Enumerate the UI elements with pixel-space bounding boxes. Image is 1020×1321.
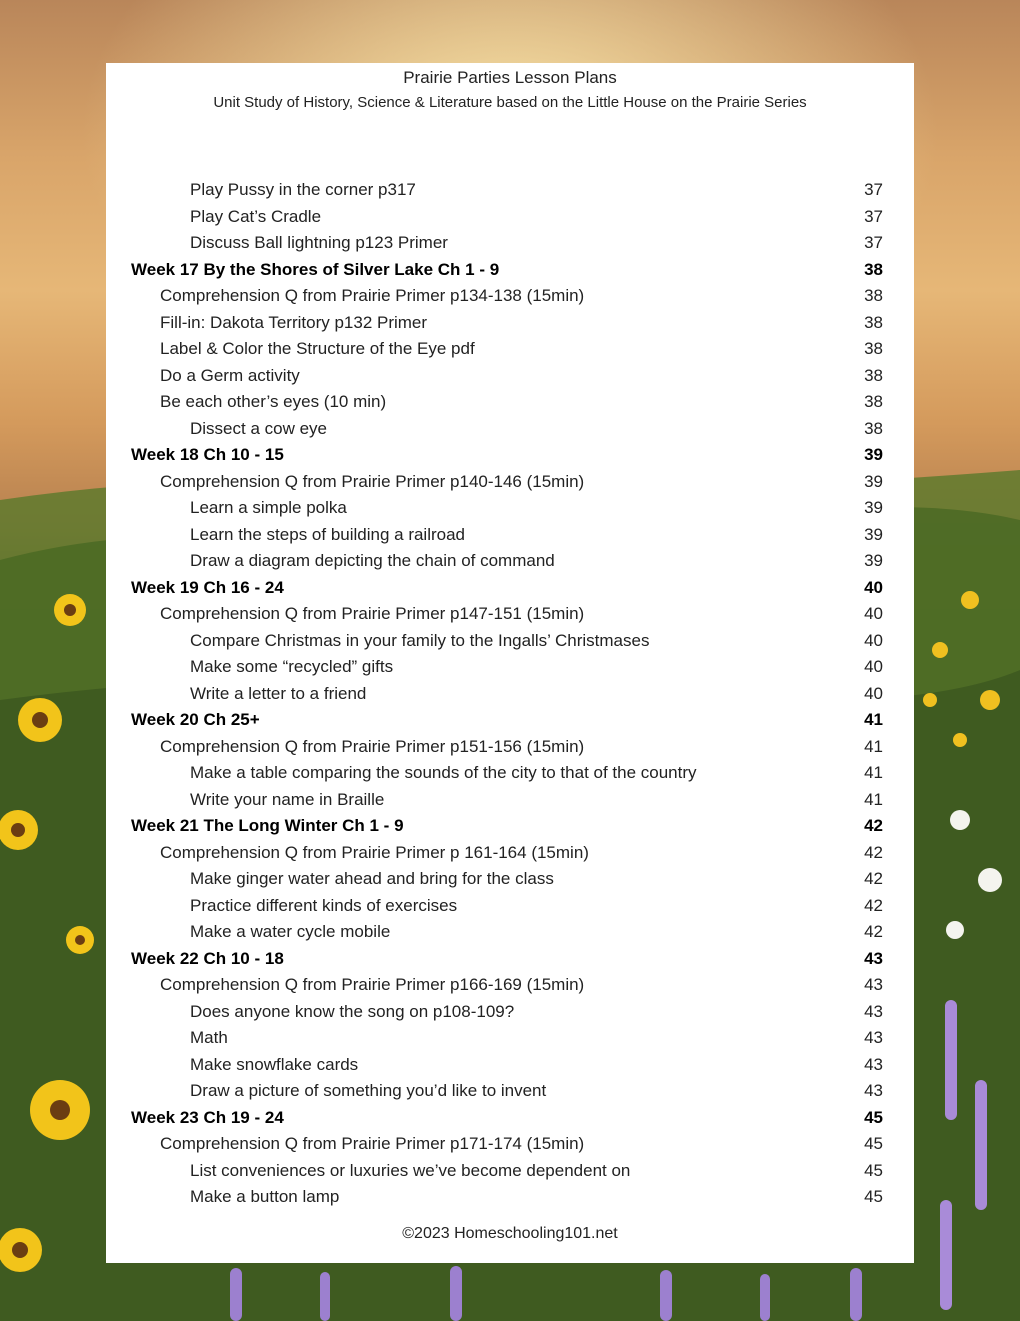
toc-entry bbox=[106, 840, 914, 867]
toc-entry-label: Make a water cycle mobile bbox=[190, 922, 391, 941]
toc-entry-label: Practice different kinds of exercises bbox=[190, 895, 458, 915]
toc-entry bbox=[106, 919, 914, 946]
toc-entry bbox=[106, 760, 914, 787]
toc-page-number: 38 bbox=[864, 418, 883, 438]
toc-entry-label: Week 18 Ch 10 - 15 bbox=[131, 445, 284, 464]
toc-week-heading bbox=[106, 575, 914, 602]
toc-page-number: 43 bbox=[864, 1054, 883, 1074]
toc-week-heading bbox=[106, 442, 914, 469]
toc-page-number: 42 bbox=[864, 842, 883, 862]
toc-entry bbox=[106, 283, 914, 310]
toc-entry bbox=[106, 787, 914, 814]
toc-page-number: 38 bbox=[864, 312, 883, 332]
toc-week-heading bbox=[106, 257, 914, 284]
toc-page-number: 39 bbox=[864, 445, 883, 464]
toc-entry bbox=[106, 522, 914, 549]
toc-entry bbox=[106, 177, 914, 204]
toc-page-number: 43 bbox=[864, 975, 883, 994]
toc-entry-label: Does anyone know the song on p108-109? bbox=[190, 1001, 515, 1021]
toc-entry bbox=[106, 416, 914, 443]
table-of-contents bbox=[106, 177, 914, 1211]
toc-page-number: 41 bbox=[864, 736, 883, 756]
toc-entry-label: Label & Color the Structure of the Eye pdf bbox=[160, 339, 475, 358]
toc-entry-label: Fill-in: Dakota Territory p132 Primer bbox=[160, 312, 428, 332]
toc-entry-label: Comprehension Q from Prairie Primer p 161-164 (15min) bbox=[160, 842, 589, 862]
toc-week-heading bbox=[106, 707, 914, 734]
toc-page-number: 40 bbox=[864, 577, 883, 597]
toc-page-number: 38 bbox=[864, 286, 883, 305]
document-page bbox=[106, 63, 914, 1263]
copyright-footer: ©2023 Homeschooling101.net bbox=[402, 1225, 618, 1242]
toc-week-heading bbox=[106, 1105, 914, 1132]
toc-entry-label: Discuss Ball lightning p123 Primer bbox=[190, 233, 448, 252]
toc-entry bbox=[106, 866, 914, 893]
toc-page-number: 42 bbox=[864, 869, 883, 888]
toc-page-number: 41 bbox=[864, 789, 883, 809]
toc-page-number: 40 bbox=[864, 604, 883, 623]
toc-entry-label: Week 20 Ch 25+ bbox=[131, 710, 260, 729]
toc-entry bbox=[106, 681, 914, 708]
toc-entry-label: Draw a diagram depicting the chain of command bbox=[190, 551, 555, 570]
toc-entry bbox=[106, 363, 914, 390]
toc-entry-label: List conveniences or luxuries we’ve become dependent on bbox=[190, 1160, 631, 1180]
toc-page-number: 45 bbox=[864, 1160, 883, 1180]
toc-page-number: 43 bbox=[864, 1028, 883, 1047]
toc-page-number: 40 bbox=[864, 630, 883, 650]
toc-page-number: 39 bbox=[864, 551, 883, 570]
toc-entry bbox=[106, 230, 914, 257]
toc-entry bbox=[106, 601, 914, 628]
toc-entry-label: Math bbox=[190, 1028, 228, 1047]
toc-page-number: 40 bbox=[864, 657, 883, 676]
toc-entry-label: Draw a picture of something you’d like to invent bbox=[190, 1081, 547, 1100]
toc-page-number: 39 bbox=[864, 498, 883, 517]
toc-page-number: 38 bbox=[864, 392, 883, 411]
toc-entry-label: Learn the steps of building a railroad bbox=[190, 524, 466, 544]
toc-entry-label: Play Pussy in the corner p317 bbox=[190, 180, 416, 199]
toc-entry-label: Learn a simple polka bbox=[190, 498, 347, 517]
toc-entry bbox=[106, 734, 914, 761]
toc-entry-label: Week 19 Ch 16 - 24 bbox=[131, 577, 284, 597]
toc-entry-label: Compare Christmas in your family to the Ingalls’ Christmases bbox=[190, 630, 650, 650]
toc-entry bbox=[106, 495, 914, 522]
toc-page-number: 42 bbox=[864, 895, 883, 915]
toc-entry bbox=[106, 628, 914, 655]
toc-entry-label: Write your name in Braille bbox=[190, 789, 385, 809]
toc-page-number: 38 bbox=[864, 365, 883, 385]
toc-page-number: 39 bbox=[864, 471, 883, 491]
toc-entry-label: Week 21 The Long Winter Ch 1 - 9 bbox=[131, 816, 404, 835]
toc-entry-label: Comprehension Q from Prairie Primer p166-169 (15min) bbox=[160, 975, 585, 994]
toc-entry bbox=[106, 204, 914, 231]
toc-page-number: 43 bbox=[864, 1001, 883, 1021]
toc-page-number: 42 bbox=[864, 922, 883, 941]
toc-entry bbox=[106, 1078, 914, 1105]
toc-entry-label: Week 22 Ch 10 - 18 bbox=[131, 948, 284, 968]
toc-entry-label: Be each other’s eyes (10 min) bbox=[160, 392, 387, 411]
toc-entry bbox=[106, 336, 914, 363]
toc-entry-label: Make a table comparing the sounds of the city to that of the country bbox=[190, 763, 697, 782]
toc-page-number: 37 bbox=[864, 233, 883, 252]
toc-entry-label: Comprehension Q from Prairie Primer p134-138 (15min) bbox=[160, 286, 585, 305]
toc-entry-label: Week 23 Ch 19 - 24 bbox=[131, 1107, 284, 1127]
toc-entry-label: Week 17 By the Shores of Silver Lake Ch 1 - 9 bbox=[131, 259, 500, 279]
toc-entry-label: Make a button lamp bbox=[190, 1187, 340, 1206]
toc-entry-label: Play Cat’s Cradle bbox=[190, 206, 322, 226]
toc-page-number: 41 bbox=[864, 710, 883, 729]
toc-entry bbox=[106, 310, 914, 337]
page-subtitle: Unit Study of History, Science & Literature based on the Little House on the Prairie Series bbox=[213, 94, 807, 111]
toc-page-number: 38 bbox=[864, 339, 883, 358]
page-title: Prairie Parties Lesson Plans bbox=[403, 68, 617, 87]
toc-entry bbox=[106, 469, 914, 496]
toc-week-heading bbox=[106, 813, 914, 840]
toc-entry-label: Make some “recycled” gifts bbox=[190, 657, 394, 676]
toc-entry bbox=[106, 654, 914, 681]
toc-entry-label: Write a letter to a friend bbox=[190, 683, 367, 703]
toc-entry-label: Make ginger water ahead and bring for the class bbox=[190, 869, 554, 888]
toc-entry bbox=[106, 893, 914, 920]
toc-entry-label: Make snowflake cards bbox=[190, 1054, 359, 1074]
toc-page-number: 45 bbox=[864, 1187, 883, 1206]
toc-entry bbox=[106, 1025, 914, 1052]
toc-entry bbox=[106, 389, 914, 416]
toc-page-number: 41 bbox=[864, 763, 883, 782]
toc-entry-label: Dissect a cow eye bbox=[190, 418, 327, 438]
toc-entry bbox=[106, 1131, 914, 1158]
toc-entry bbox=[106, 1052, 914, 1079]
toc-entry-label: Comprehension Q from Prairie Primer p140-146 (15min) bbox=[160, 471, 585, 491]
toc-page-number: 38 bbox=[864, 259, 883, 279]
toc-entry bbox=[106, 1158, 914, 1185]
toc-page-number: 40 bbox=[864, 683, 883, 703]
toc-page-number: 43 bbox=[864, 948, 883, 968]
toc-entry bbox=[106, 548, 914, 575]
toc-page-number: 39 bbox=[864, 524, 883, 544]
toc-entry bbox=[106, 1184, 914, 1211]
toc-page-number: 37 bbox=[864, 180, 883, 199]
toc-entry-label: Do a Germ activity bbox=[160, 365, 300, 385]
toc-entry bbox=[106, 999, 914, 1026]
toc-page-number: 45 bbox=[864, 1134, 883, 1153]
toc-entry-label: Comprehension Q from Prairie Primer p147-151 (15min) bbox=[160, 604, 585, 623]
toc-page-number: 42 bbox=[864, 816, 883, 835]
toc-week-heading bbox=[106, 946, 914, 973]
toc-page-number: 37 bbox=[864, 206, 883, 226]
toc-entry bbox=[106, 972, 914, 999]
toc-page-number: 43 bbox=[864, 1081, 883, 1100]
toc-entry-label: Comprehension Q from Prairie Primer p151-156 (15min) bbox=[160, 736, 585, 756]
toc-page-number: 45 bbox=[864, 1107, 883, 1127]
toc-entry-label: Comprehension Q from Prairie Primer p171-174 (15min) bbox=[160, 1134, 585, 1153]
